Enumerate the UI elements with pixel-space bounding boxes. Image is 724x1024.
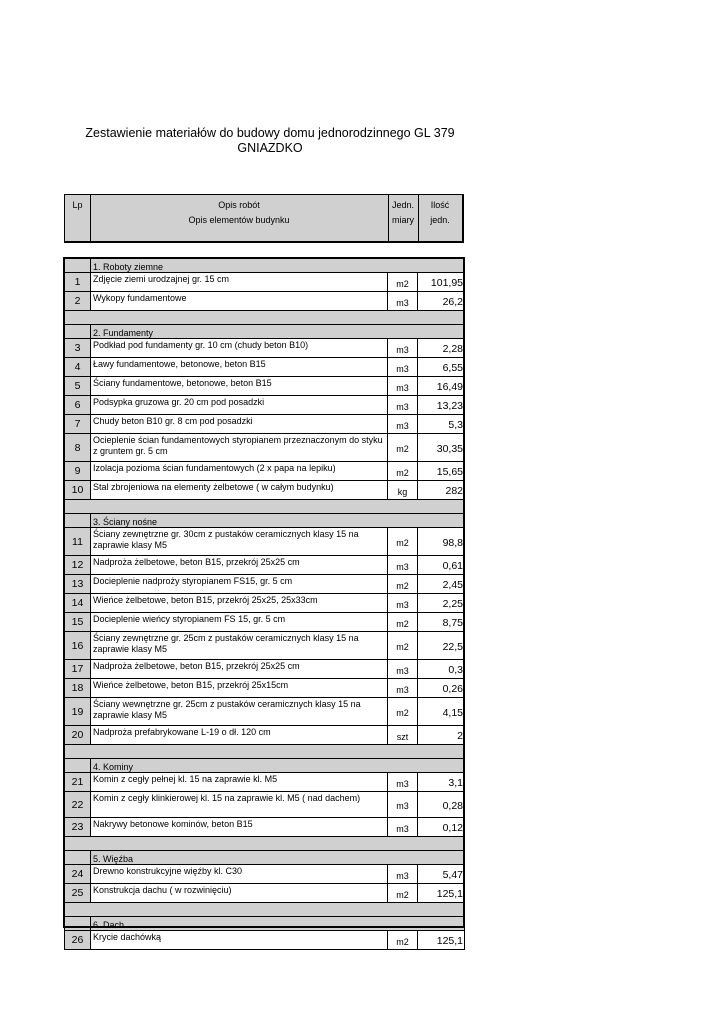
section-name: 5. Więźba [91, 851, 465, 865]
row-description: Ławy fundamentowe, betonowe, beton B15 [91, 358, 388, 377]
row-quantity: 0,12 [418, 818, 465, 837]
spacer-cell [65, 745, 465, 759]
row-quantity: 98,8 [418, 528, 465, 556]
row-number: 13 [65, 575, 91, 594]
row-quantity: 0,3 [418, 660, 465, 679]
row-description: Ocieplenie ścian fundamentowych styropianem przeznaczonym do styku z gruntem gr. 5 cm [91, 434, 388, 462]
row-description: Ściany wewnętrzne gr. 25cm z pustaków ceramicznych klasy 15 na zaprawie klasy M5 [91, 698, 388, 726]
row-quantity: 15,65 [418, 462, 465, 481]
row-unit: m3 [388, 773, 418, 792]
row-quantity: 0,28 [418, 792, 465, 818]
materials-table [64, 258, 465, 950]
row-number: 16 [65, 632, 91, 660]
table-row [65, 481, 465, 500]
table-row [65, 556, 465, 575]
header-unit-cell [388, 195, 419, 241]
section-name: 6. Dach [91, 917, 465, 931]
section-lp-cell [65, 514, 91, 528]
table-row [65, 434, 465, 462]
row-quantity: 26,2 [418, 292, 465, 311]
section-lp-cell [65, 917, 91, 931]
row-quantity: 5,47 [418, 865, 465, 884]
spacer-cell [65, 837, 465, 851]
header-desc-cell [90, 195, 389, 241]
row-unit: m3 [388, 358, 418, 377]
row-quantity: 101,95 [418, 273, 465, 292]
row-number: 9 [65, 462, 91, 481]
row-quantity: 8,75 [418, 613, 465, 632]
row-description: Ściany zewnętrzne gr. 30cm z pustaków ceramicznych klasy 15 na zaprawie klasy M5 [91, 528, 388, 556]
row-number: 20 [65, 726, 91, 745]
row-quantity: 282 [418, 481, 465, 500]
row-description: Nadproża żelbetowe, beton B15, przekrój 25x25 cm [91, 660, 388, 679]
row-unit: m3 [388, 792, 418, 818]
section-spacer [65, 311, 465, 325]
table-row [65, 292, 465, 311]
row-description: Nadproża żelbetowe, beton B15, przekrój 25x25 cm [91, 556, 388, 575]
row-description: Chudy beton B10 gr. 8 cm pod posadzki [91, 415, 388, 434]
row-quantity: 13,23 [418, 396, 465, 415]
table-row [65, 726, 465, 745]
title-line-1: Zestawienie materiałów do budowy domu jednorodzinnego GL 379 [85, 126, 455, 140]
row-unit: m3 [388, 396, 418, 415]
document-title [70, 126, 470, 156]
row-quantity: 2,25 [418, 594, 465, 613]
row-quantity: 2,45 [418, 575, 465, 594]
row-description: Krycie dachówką [91, 931, 388, 950]
row-description: Docieplenie wieńcy styropianem FS 15, gr. 5 cm [91, 613, 388, 632]
section-name: 3. Ściany nośne [91, 514, 465, 528]
row-description: Komin z cegły klinkierowej kl. 15 na zaprawie kl. M5 ( nad dachem) [91, 792, 388, 818]
header-desc-line1: Opis robót [218, 200, 260, 210]
row-number: 6 [65, 396, 91, 415]
section-name: 4. Kominy [91, 759, 465, 773]
row-unit: m3 [388, 415, 418, 434]
row-unit: m2 [388, 462, 418, 481]
header-qty-line2: jedn. [430, 215, 450, 225]
table-row [65, 632, 465, 660]
row-number: 1 [65, 273, 91, 292]
table-row [65, 377, 465, 396]
section-lp-cell [65, 259, 91, 273]
row-unit: szt [388, 726, 418, 745]
row-number: 24 [65, 865, 91, 884]
row-quantity: 3,1 [418, 773, 465, 792]
row-unit: m2 [388, 884, 418, 903]
header-unit-line2: miary [392, 215, 414, 225]
row-quantity: 30,35 [418, 434, 465, 462]
row-description: Ściany zewnętrzne gr. 25cm z pustaków ceramicznych klasy 15 na zaprawie klasy M5 [91, 632, 388, 660]
section-name: 1. Roboty ziemne [91, 259, 465, 273]
section-name: 2. Fundamenty [91, 325, 465, 339]
section-header-row [65, 259, 465, 273]
row-unit: m2 [388, 632, 418, 660]
table-row [65, 931, 465, 950]
row-number: 12 [65, 556, 91, 575]
row-number: 21 [65, 773, 91, 792]
table-row [65, 679, 465, 698]
spacer-cell [65, 500, 465, 514]
row-number: 10 [65, 481, 91, 500]
row-description: Podsypka gruzowa gr. 20 cm pod posadzki [91, 396, 388, 415]
row-description: Izolacja pozioma ścian fundamentowych (2 x papa na lepiku) [91, 462, 388, 481]
header-lp-cell [65, 195, 91, 241]
title-line-2: GNIAZDKO [237, 141, 303, 155]
table-row [65, 528, 465, 556]
table-row [65, 792, 465, 818]
table-row [65, 273, 465, 292]
table-row [65, 818, 465, 837]
row-unit: m2 [388, 575, 418, 594]
table-row [65, 415, 465, 434]
section-header-row [65, 514, 465, 528]
row-unit: m3 [388, 292, 418, 311]
row-description: Komin z cegły pełnej kl. 15 na zaprawie kl. M5 [91, 773, 388, 792]
row-quantity: 16,49 [418, 377, 465, 396]
row-number: 18 [65, 679, 91, 698]
row-quantity: 2,28 [418, 339, 465, 358]
row-number: 5 [65, 377, 91, 396]
section-header-row [65, 851, 465, 865]
row-unit: m2 [388, 613, 418, 632]
section-lp-cell [65, 325, 91, 339]
materials-table-body [65, 259, 465, 950]
row-number: 2 [65, 292, 91, 311]
table-row [65, 865, 465, 884]
row-quantity: 125,1 [418, 931, 465, 950]
header-desc-line2: Opis elementów budynku [188, 215, 290, 225]
row-description: Stal zbrojeniowa na elementy żelbetowe ( w całym budynku) [91, 481, 388, 500]
spacer-cell [65, 311, 465, 325]
table-row [65, 594, 465, 613]
row-number: 3 [65, 339, 91, 358]
row-description: Zdjęcie ziemi urodzajnej gr. 15 cm [91, 273, 388, 292]
table-row [65, 462, 465, 481]
row-unit: m3 [388, 818, 418, 837]
row-unit: m3 [388, 679, 418, 698]
row-unit: m2 [388, 698, 418, 726]
row-quantity: 6,55 [418, 358, 465, 377]
header-qty-cell [418, 195, 462, 241]
section-lp-cell [65, 851, 91, 865]
row-description: Konstrukcja dachu ( w rozwinięciu) [91, 884, 388, 903]
table-row [65, 339, 465, 358]
row-unit: m3 [388, 865, 418, 884]
section-spacer [65, 837, 465, 851]
section-header-row [65, 325, 465, 339]
header-qty-line1: Ilość [430, 200, 450, 210]
row-description: Ściany fundamentowe, betonowe, beton B15 [91, 377, 388, 396]
row-unit: m3 [388, 556, 418, 575]
row-number: 25 [65, 884, 91, 903]
row-unit: m2 [388, 528, 418, 556]
table-row [65, 396, 465, 415]
row-number: 4 [65, 358, 91, 377]
spacer-cell [65, 903, 465, 917]
row-description: Drewno konstrukcyjne więźby kl. C30 [91, 865, 388, 884]
row-quantity: 0,26 [418, 679, 465, 698]
table-row [65, 884, 465, 903]
row-quantity: 4,15 [418, 698, 465, 726]
row-number: 8 [65, 434, 91, 462]
row-number: 11 [65, 528, 91, 556]
row-unit: kg [388, 481, 418, 500]
row-description: Wykopy fundamentowe [91, 292, 388, 311]
section-header-row [65, 759, 465, 773]
table-header [64, 194, 464, 243]
header-unit-line1: Jedn. [391, 200, 415, 210]
row-description: Docieplenie nadproży styropianem FS15, gr. 5 cm [91, 575, 388, 594]
header-lp: Lp [72, 200, 83, 210]
row-number: 15 [65, 613, 91, 632]
row-description: Wieńce żelbetowe, beton B15, przekrój 25x25, 25x33cm [91, 594, 388, 613]
table-row [65, 613, 465, 632]
row-unit: m2 [388, 434, 418, 462]
row-unit: m2 [388, 273, 418, 292]
row-unit: m3 [388, 594, 418, 613]
row-number: 14 [65, 594, 91, 613]
row-number: 19 [65, 698, 91, 726]
section-spacer [65, 500, 465, 514]
table-row [65, 660, 465, 679]
row-number: 7 [65, 415, 91, 434]
section-header-row [65, 917, 465, 931]
row-quantity: 2 [418, 726, 465, 745]
row-quantity: 125,1 [418, 884, 465, 903]
row-description: Podkład pod fundamenty gr. 10 cm (chudy beton B10) [91, 339, 388, 358]
row-quantity: 22,5 [418, 632, 465, 660]
row-number: 22 [65, 792, 91, 818]
row-description: Nakrywy betonowe kominów, beton B15 [91, 818, 388, 837]
section-spacer [65, 745, 465, 759]
row-number: 17 [65, 660, 91, 679]
table-row [65, 575, 465, 594]
row-description: Wieńce żelbetowe, beton B15, przekrój 25x15cm [91, 679, 388, 698]
row-quantity: 5,3 [418, 415, 465, 434]
table-row [65, 773, 465, 792]
row-number: 26 [65, 931, 91, 950]
row-description: Nadproża prefabrykowane L-19 o dł. 120 cm [91, 726, 388, 745]
section-spacer [65, 903, 465, 917]
row-unit: m3 [388, 339, 418, 358]
section-lp-cell [65, 759, 91, 773]
row-unit: m3 [388, 377, 418, 396]
row-unit: m2 [388, 931, 418, 950]
row-number: 23 [65, 818, 91, 837]
table-row [65, 358, 465, 377]
row-unit: m3 [388, 660, 418, 679]
row-quantity: 0,61 [418, 556, 465, 575]
table-row [65, 698, 465, 726]
